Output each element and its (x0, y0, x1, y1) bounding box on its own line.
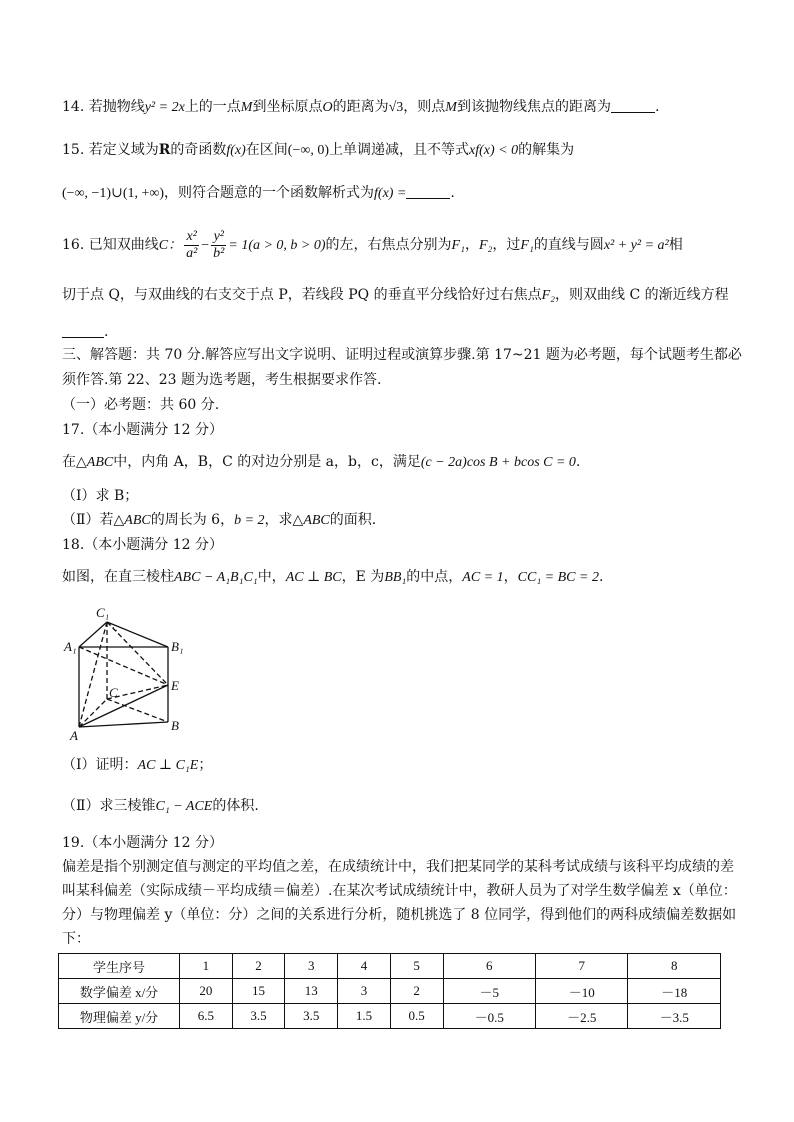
q16-focus: F₁ (451, 238, 465, 253)
q17-text: ，求 (264, 512, 293, 528)
q14-text: 到该抛物线焦点的距离为 (456, 99, 611, 115)
table-cell: 2 (232, 954, 285, 979)
q17-triangle: △ABC (76, 455, 114, 470)
table-cell: 8 (628, 954, 721, 979)
label-b: B (171, 718, 179, 733)
q14-text: 上的一点 (184, 99, 241, 115)
q15-text: 15. 若定义域为 (62, 142, 159, 158)
table-cell: 20 (180, 979, 233, 1004)
q15-text: 的奇函数 (170, 142, 227, 158)
q14-point: M (240, 100, 253, 115)
q16-fraction-x (184, 229, 199, 262)
q15-function: f(x) (226, 143, 246, 158)
table-cell: －3.5 (628, 1004, 721, 1029)
question-18 (62, 567, 742, 588)
q14-distance: √3 (388, 100, 404, 115)
q18-text: . (598, 569, 604, 585)
row-header: 物理偏差 y/分 (59, 1004, 180, 1029)
fraction-numerator: x² (184, 229, 199, 246)
q17-text: 在 (62, 454, 76, 470)
q16-curve: C： (158, 238, 183, 253)
question-18-part-2 (62, 796, 742, 817)
q17-triangle: △ABC (113, 513, 151, 528)
q18-length: CC₁ = BC = 2 (517, 570, 599, 585)
table-cell: 2 (390, 979, 443, 1004)
q16-text: 的直线与圆 (533, 237, 604, 253)
table-cell: 1.5 (338, 1004, 391, 1029)
table-cell: 7 (535, 954, 627, 979)
label-b1: B₁ (171, 639, 184, 654)
q18-text: 中， (257, 569, 286, 585)
table-cell: 3 (338, 979, 391, 1004)
q16-focus: F₁ (520, 238, 534, 253)
q15-text: 的解集为 (518, 142, 575, 158)
table-cell: 4 (338, 954, 391, 979)
q18-text: 的体积. (212, 798, 259, 814)
row-header: 学生序号 (59, 954, 180, 979)
q14-text: 的距离为 (332, 99, 389, 115)
question-19-title: 19.（本小题满分 12 分） (62, 835, 223, 851)
q15-solution-set: (−∞, −1)∪(1, +∞) (62, 186, 165, 201)
answer-blank[interactable] (406, 184, 450, 199)
table-cell: －18 (628, 979, 721, 1004)
q17-text: （Ⅱ）若 (62, 512, 114, 528)
question-14 (62, 97, 742, 118)
q18-text: （Ⅰ）证明： (62, 757, 138, 773)
q16-fraction-y (211, 229, 226, 262)
q16-text: 的左，右焦点分别为 (325, 237, 452, 253)
table-row (59, 954, 721, 979)
prism-figure (60, 602, 200, 742)
table-cell: －0.5 (443, 1004, 535, 1029)
q18-text: ，E 为 (341, 569, 385, 585)
q14-origin: O (322, 100, 333, 115)
section-3-intro-2: 须作答.第 22、23 题为选考题，考生根据要求作答. (62, 372, 382, 388)
label-a: A (70, 728, 78, 742)
prism-diagram (60, 602, 200, 742)
q18-text: ， (503, 569, 518, 585)
q15-interval: (−∞, 0) (287, 143, 329, 158)
q16-text: . (104, 324, 109, 340)
q18-edge: BB₁ (384, 570, 407, 585)
fraction-denominator: a² (186, 245, 198, 261)
answer-blank[interactable] (62, 323, 104, 338)
q18-text: 的中点， (406, 569, 463, 585)
answer-blank[interactable] (611, 98, 655, 113)
q18-perpendicular: AC ⊥ BC (285, 570, 342, 585)
question-17 (62, 452, 742, 473)
label-c: C (109, 685, 118, 700)
table-cell: 3 (285, 954, 338, 979)
q14-text: ，则点 (403, 99, 446, 115)
q16-focus: F₂ (541, 288, 556, 303)
q18-perpendicular: AC ⊥ C₁E (137, 758, 199, 773)
q15-reals: R (158, 142, 171, 158)
q16-text: 16. 已知双曲线 (62, 237, 159, 253)
table-row (59, 1004, 721, 1029)
q14-point: M (445, 100, 457, 115)
part-1-heading: （一）必考题：共 60 分. (62, 397, 220, 413)
deviation-table (58, 953, 721, 1029)
q18-text: 如图，在直三棱柱 (62, 569, 174, 585)
question-17-title: 17.（本小题满分 12 分） (62, 422, 223, 438)
q15-text: 在区间 (245, 142, 288, 158)
q16-text: 相 (668, 237, 683, 253)
q18-prism: ABC − A₁B₁C₁ (174, 570, 258, 585)
question-18-part-1 (62, 755, 742, 776)
q17-text: 中，内角 A，B，C 的对边分别是 a，b，c，满足 (113, 454, 421, 470)
table-cell: 1 (180, 954, 233, 979)
table-cell: 6.5 (180, 1004, 233, 1029)
q16-text: 切于点 Q，与双曲线的右支交于点 P，若线段 PQ 的垂直平分线恰好过右焦点 (62, 287, 542, 303)
question-15 (62, 140, 742, 161)
q17-side: b = 2 (234, 513, 265, 528)
table-cell: －2.5 (535, 1004, 627, 1029)
question-18-title: 18.（本小题满分 12 分） (62, 537, 223, 553)
table-cell: 6 (443, 954, 535, 979)
q17-text: . (575, 454, 581, 470)
q17-condition: (c − 2a)cos B + bcos C = 0 (420, 455, 576, 470)
q15-function: f(x) = (374, 186, 407, 201)
question-19-text-3: 分）与物理偏差 y（单位：分）之间的关系进行分析，随机挑选了 8 位同学，得到他们的两科成绩偏差数据如 (62, 907, 737, 923)
q15-text: . (450, 185, 455, 201)
question-17-part-2 (62, 510, 742, 531)
table-cell: 5 (390, 954, 443, 979)
table-cell: 15 (232, 979, 285, 1004)
q16-equation: = 1(a > 0, b > 0) (228, 238, 326, 253)
q16-circle: x² + y² = a² (603, 238, 669, 253)
q18-text: ； (198, 757, 213, 773)
q14-parabola: y² = 2x (144, 100, 185, 115)
q17-text: 的面积. (329, 512, 377, 528)
q16-text: ， (464, 237, 479, 253)
question-19-text-1: 偏差是指个别测定值与测定的平均值之差，在成绩统计中，我们把某同学的某科考试成绩与该科平均成绩的差 (62, 859, 734, 875)
q17-triangle: △ABC (292, 513, 330, 528)
fraction-numerator: y² (211, 229, 226, 246)
q18-length: AC = 1 (462, 570, 504, 585)
table-cell: －5 (443, 979, 535, 1004)
table-cell: －10 (535, 979, 627, 1004)
question-17-part-1: （Ⅰ）求 B； (62, 488, 139, 504)
q14-text: 到坐标原点 (252, 99, 323, 115)
question-19-text-4: 下： (62, 931, 90, 947)
question-16 (62, 226, 742, 264)
q16-text: ，过 (492, 237, 521, 253)
q14-text: . (654, 99, 660, 115)
q15-text: 上单调递减，且不等式 (329, 142, 469, 158)
question-16-line3 (62, 322, 742, 342)
label-c1: C₁ (96, 605, 110, 620)
table-cell: 3.5 (232, 1004, 285, 1029)
q16-focus: F₂ (478, 238, 493, 253)
fraction-denominator: b² (213, 245, 225, 261)
question-19-text-2: 叫某科偏差（实际成绩－平均成绩＝偏差）.在某次考试成绩统计中，教研人员为了对学生数学偏差 x（单位： (62, 883, 737, 899)
table-row (59, 979, 721, 1004)
table-cell: 13 (285, 979, 338, 1004)
row-header: 数学偏差 x/分 (59, 979, 180, 1004)
question-15-line2 (62, 183, 742, 204)
table-cell: 0.5 (390, 1004, 443, 1029)
q16-text: ，则双曲线 C 的渐近线方程 (555, 287, 729, 303)
q16-minus: − (201, 238, 210, 253)
label-e: E (171, 678, 179, 693)
q15-inequality: xf(x) < 0 (469, 143, 519, 158)
table-cell: 3.5 (285, 1004, 338, 1029)
q15-text: ，则符合题意的一个函数解析式为 (164, 185, 375, 201)
section-3-intro: 三、解答题：共 70 分.解答应写出文字说明、证明过程或演算步骤.第 17~21 题为必考题，每个试题考生都必 (62, 347, 742, 363)
q18-pyramid: C₁ − ACE (155, 799, 213, 814)
question-16-line2 (62, 285, 742, 306)
q18-text: （Ⅱ）求三棱锥 (62, 798, 156, 814)
q14-text: 14. 若抛物线 (62, 99, 145, 115)
label-a1: A₁ (64, 639, 77, 654)
q17-text: 的周长为 6， (150, 512, 235, 528)
